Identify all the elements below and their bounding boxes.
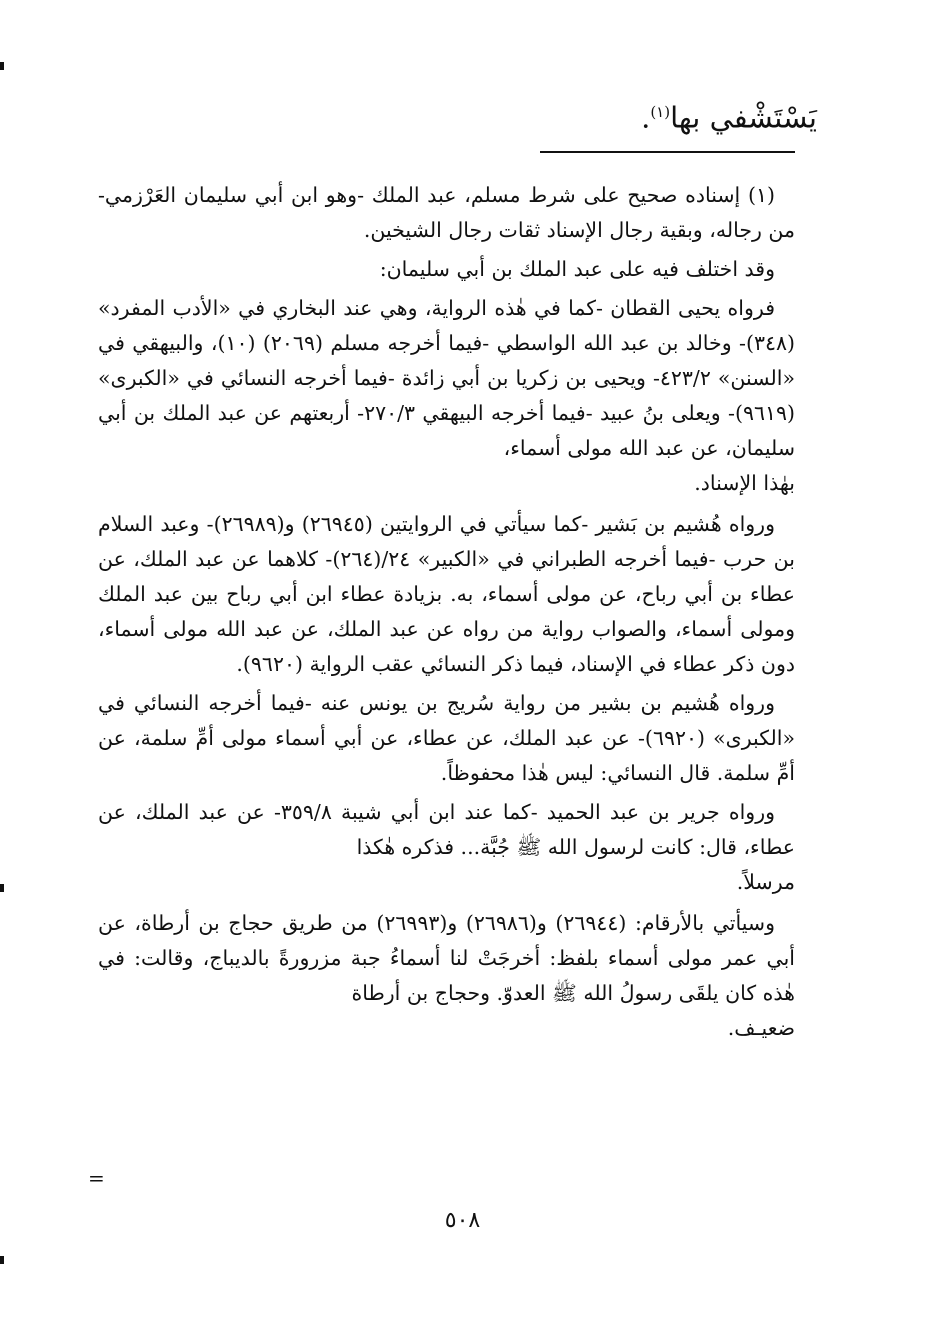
footnote-paragraph-7-end: ضعيـف.	[727, 1016, 795, 1040]
footnote-paragraph-4: ورواه هُشيم بن بَشير -كما سيأتي في الروايتين (٢٦٩٤٥) و(٢٦٩٨٩)- وعبد السلام بن حرب -فيما أخرجه الطبراني في «الكبير» ٢٤/(٢٦٤)- كلاهما عن عبد الملك، عن عطاء بن أبي رباح، عن مولى أسماء، به. بزيادة عطاء ابن أبي رباح بين عبد الملك ومولى أسماء، والصواب رواية من رواه عن عبد الملك، عن عبد الله مولى أسماء، دون ذكر عطاء في الإسناد، فيما ذكر النسائي عقب الرواية (٩٦٢٠).	[98, 512, 795, 676]
footnote-separator	[540, 151, 795, 153]
footnote-paragraph-5: ورواه هُشيم بن بشير من رواية سُريج بن يونس عنه -فيما أخرجه النسائي في «الكبرى» (٦٩٢٠)- عن عبد الملك، عن عطاء، عن أبي أسماء مولى أمِّ سلمة، عن أمِّ سلمة. قال النسائي: ليس هٰذا محفوظاً.	[98, 691, 796, 785]
continuation-mark: =	[88, 1166, 105, 1190]
footnote-block	[98, 178, 795, 1052]
footnote-paragraph-2: وقد اختلف فيه على عبد الملك بن أبي سليمان:	[379, 257, 775, 281]
main-text-end: .	[641, 100, 651, 135]
footnote-paragraph-6: ورواه جرير بن عبد الحميد -كما عند ابن أبي شيبة ٣٥٩/٨- عن عبد الملك، عن عطاء، قال: كانت لرسول الله ﷺ جُبَّة... فذكره هٰكذا	[98, 800, 795, 859]
edge-mark-middle	[0, 884, 4, 892]
main-text-line	[641, 92, 817, 138]
main-text: يَسْتَشْفي بها	[670, 100, 817, 135]
footnote-paragraph-3-end: بهٰذا الإسناد.	[694, 471, 795, 495]
footnote-paragraph-6-end: مرسلاً.	[736, 870, 795, 894]
edge-mark-bottom	[0, 1256, 4, 1264]
footnote-paragraph-1: (١) إسناده صحيح على شرط مسلم، عبد الملك -وهو ابن أبي سليمان العَرْزمي- من رجاله، وبقية رجال الإسناد ثقات رجال الشيخين.	[98, 183, 795, 242]
edge-mark-top	[0, 62, 4, 70]
footnote-paragraph-7: وسيأتي بالأرقام: (٢٦٩٤٤) و(٢٦٩٨٦) و(٢٦٩٩٣) من طريق حجاج بن أرطاة، عن أبي عمر مولى أسماء بلفظ: أخرجَتْ لنا أسماءُ جبة مزرورةً بالديباج، وقالت: في هٰذه كان يلقَى رسولُ الله ﷺ العدوّ. وحجاج بن أرطاة	[98, 911, 795, 1005]
page-number: ٥٠٨	[444, 1208, 481, 1233]
footnote-paragraph-3: فرواه يحيى القطان -كما في هٰذه الرواية، وهي عند البخاري في «الأدب المفرد» (٣٤٨)- وخالد بن عبد الله الواسطي -فيما أخرجه مسلم (٢٠٦٩) (١٠)، والبيهقي في «السنن» ٤٢٣/٢- ويحيى بن زكريا بن أبي زائدة -فيما أخرجه النسائي في «الكبرى» (٩٦١٩)- ويعلى بنُ عبيد -فيما أخرجه البيهقي ٢٧٠/٣- أربعتهم عن عبد الملك بن أبي سليمان، عن عبد الله مولى أسماء،	[98, 296, 796, 460]
footnote-reference: (١)	[650, 103, 671, 121]
